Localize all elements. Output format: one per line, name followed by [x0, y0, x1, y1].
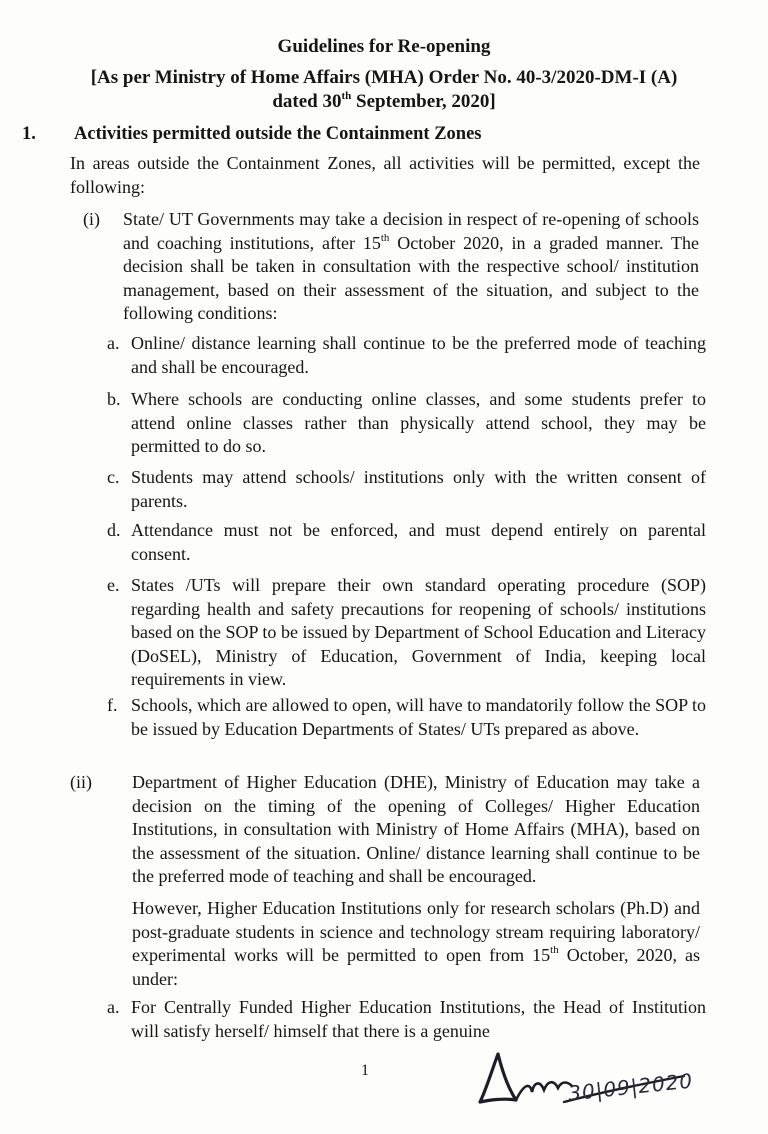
item-ii-label: (ii) [70, 772, 92, 792]
order-reference: [As per Ministry of Home Affairs (MHA) Order No. 40-3/2020-DM-I (A) [90, 67, 678, 88]
page-number: 1 [361, 1062, 369, 1079]
signature-date: 30|09|2020 [567, 1068, 695, 1106]
section-intro: In areas outside the Containment Zones, all activities will be permitted, except the following: [70, 153, 700, 197]
item-i-text: State/ UT Governments may take a decision in respect of re-opening of schools and coaching institutions, after 15th October 2020, in a graded manner. The decision shall be taken in consultation with the respective school/ institution management, based on their assessment of the situation, and subject to the following conditions: [123, 209, 699, 323]
section-heading [22, 122, 481, 146]
order-date: dated 30th September, 2020] [272, 89, 496, 112]
document-title: Guidelines for Re-opening [277, 36, 491, 57]
item-ii-however: However, Higher Education Institutions only for research scholars (Ph.D) and post-graduate students in science and technology stream requiring laboratory/ experimental works will be permitted to open from 15th October, 2020, as under: [132, 898, 700, 989]
item-i-label: (i) [83, 209, 100, 229]
document-page: Guidelines for Re-opening [As per Ministry of Home Affairs (MHA) Order No. 40-3/2020-DM-I (A) dated 30th September, 2020] 1. Activities permitted outside the Containment Zones In areas outside the Containment Zones, all activities will be permitted, except the following: (i) State/ UT Governments may take a decision in respect of re-opening of schools and coaching institutions, after 15th October 2020, in a graded manner. The decision shall be taken in consultation with the respective school/ institution management, based on their assessment of the situation, and subject to the following conditions: a. Online/ distance learning shall continue to be the preferred mode of teaching and shall be encouraged. b. Where schools are conducting online classes, and some students prefer to attend online classes rather than physically attend school, they may be permitted to do so. c. Students may attend schools/ institutions only with the written consent of parents. d. Attendance must not be enforced, and must depend entirely on parental consent. e. States /UTs will prepare their own standard operating procedure (SOP) regarding health and safety precautions for reopening of schools/ institutions based on the SOP to be issued by Department of School Education and Literacy (DoSEL), Ministry of Education, Government of India, keeping local requirements in view. f. Schools, which are allowed to open, will have to mandatorily follow the SOP to be issued by Education Departments of States/ UTs prepared as above. (ii) Department of Higher Education (DHE), Ministry of Education may take a decision on the timing of the opening of Colleges/ Higher Education Institutions, in consultation with Ministry of Home Affairs (MHA), based on the assessment of the situation. Online/ distance learning shall continue to be the preferred mode of teaching and shall be encouraged. However, Higher Education Institutions only for research scholars (Ph.D) and post-graduate students in science and technology stream requiring laboratory/ experimental works will be permitted to open from 15th October, 2020, as under: a. For Centrally Funded Higher Education Institutions, the Head of Institution will satisfy herself/ himself that there is a genuine 1 30|09|2020 [0, 0, 768, 1134]
section-number: 1. [22, 124, 36, 144]
item-ii-text: Department of Higher Education (DHE), Ministry of Education may take a decision on the timing of the opening of Colleges/ Higher Education Institutions, in consultation with Ministry of Home Affairs (MHA), based on the assessment of the situation. Online/ distance learning shall continue to be the preferred mode of teaching and shall be encouraged. [132, 772, 700, 886]
section-title: Activities permitted outside the Containment Zones [74, 124, 482, 144]
